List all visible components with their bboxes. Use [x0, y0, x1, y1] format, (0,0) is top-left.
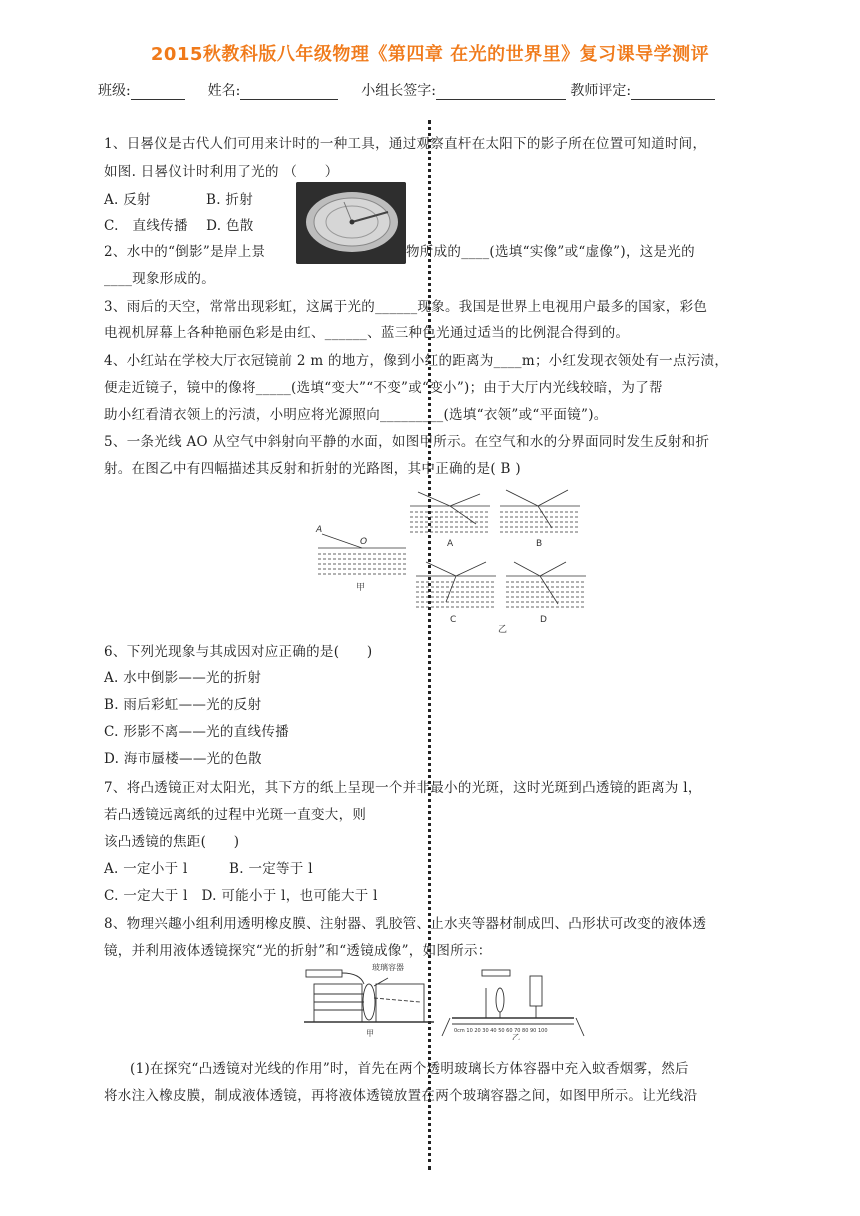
q1-line2: 如图. 日晷仪计时利用了光的 （ ）: [104, 164, 339, 180]
student-info-row: [98, 80, 715, 100]
name-blank: [240, 85, 338, 100]
fig5-opt-d: D: [540, 615, 547, 625]
q1-line1: 1、日晷仪是古代人们可用来计时的一种工具，通过观察直杆在太阳下的影子所在位置可知道时间，: [104, 136, 707, 152]
q6-option-d: D. 海市蜃楼——光的色散: [104, 751, 262, 767]
fig8-ruler: 0cm 10 20 30 40 50 60 70 80 90 100: [454, 1028, 548, 1034]
q6-option-a: A. 水中倒影——光的折射: [104, 670, 262, 686]
fig5-yi: 乙: [498, 625, 508, 635]
class-label: 班级:: [98, 83, 131, 99]
q8-line1: 8、物理兴趣小组利用透明橡皮膜、注射器、乳胶管、止水夹等器材制成凹、凸形状可改变的液体透: [104, 916, 707, 932]
leader-label: 小组长签字:: [361, 83, 436, 99]
q2-line2: ____现象形成的。: [104, 271, 215, 287]
q2-line1a: 2、水中的“倒影”是岸上景: [104, 244, 266, 260]
leader-blank: [436, 85, 566, 100]
sundial-photo: [296, 182, 406, 264]
fig5-opt-a: A: [447, 539, 454, 549]
q4-line3: 助小红看清衣领上的污渍，小明应将光源照向_________(选填“衣领”或“平面镜”)。: [104, 407, 608, 423]
q2-line1b: 物所成的____(选填“实像”或“虚像”)，这是光的: [406, 244, 695, 260]
q7-line3: 该凸透镜的焦距( ): [104, 834, 240, 850]
q6-option-c: C. 形影不离——光的直线传播: [104, 724, 289, 740]
q1-option-cd: C. 直线传播 D. 色散: [104, 218, 254, 234]
q4-line2: 便走近镜子，镜中的像将_____(选填“变大”“不变”或“变小”)；由于大厅内光线较暗，为了帮: [104, 380, 663, 396]
q8-sub1-line2: 将水注入橡皮膜，制成液体透镜，再将液体透镜放置在两个玻璃容器之间，如图甲所示。让光线沿: [104, 1088, 698, 1104]
q1-option-ab: A. 反射 B. 折射: [104, 192, 254, 208]
teacher-blank: [631, 85, 715, 100]
teacher-label: 教师评定:: [570, 83, 632, 99]
q4-line1: 4、小红站在学校大厅衣冠镜前 2 m 的地方，像到小红的距离为____m；小红发现衣领处有一点污渍，: [104, 353, 729, 369]
q8-line2: 镜，并利用液体透镜探究“光的折射”和“透镜成像”，如图所示：: [104, 943, 492, 959]
q8-sub1-line1: (1)在探究“凸透镜对光线的作用”时，首先在两个透明玻璃长方体容器中充入蚊香烟雾，然后: [130, 1061, 689, 1077]
q7-line2: 若凸透镜远离纸的过程中光斑一直变大，则: [104, 807, 367, 823]
fig5-label-a: A: [316, 525, 323, 535]
name-label: 姓名:: [207, 83, 241, 99]
q5-line2: 射。在图乙中有四幅描述其反射和折射的光路图，其中正确的是( B ): [104, 461, 521, 477]
fig5-jia: 甲: [356, 583, 366, 593]
q7-line1: 7、将凸透镜正对太阳光，其下方的纸上呈现一个并非最小的光斑，这时光斑到凸透镜的距离为 l，: [104, 780, 702, 796]
fig5-opt-b: B: [536, 539, 543, 549]
fig8-yi: 乙: [512, 1033, 520, 1040]
fig8-glass-label: 玻璃容器: [372, 963, 404, 972]
q3-line2: 电视机屏幕上各种艳丽色彩是由红、______、蓝三种色光通过适当的比例混合得到的。: [104, 325, 630, 341]
q7-option-ab: A. 一定小于 l B. 一定等于 l: [104, 861, 313, 877]
fig5-label-o: O: [360, 537, 368, 547]
class-blank: [131, 85, 185, 100]
page-title: 2015秋教科版八年级物理《第四章 在光的世界里》复习课导学测评: [150, 44, 710, 65]
q7-option-cd: C. 一定大于 l D. 可能小于 l，也可能大于 l: [104, 888, 378, 904]
fig5-opt-c: C: [450, 615, 457, 625]
q6-option-b: B. 雨后彩虹——光的反射: [104, 697, 262, 713]
q8-liquid-lens-figure: [300, 962, 590, 1040]
q3-line1: 3、雨后的天空，常常出现彩虹，这属于光的______现象。我国是世界上电视用户最多的国家，彩色: [104, 299, 708, 315]
q5-line1: 5、一条光线 AO 从空气中斜射向平静的水面，如图甲所示。在空气和水的分界面同时发生反射和折: [104, 434, 710, 450]
fig8-jia: 甲: [366, 1029, 374, 1038]
q5-light-path-figure: [300, 480, 590, 640]
q6-stem: 6、下列光现象与其成因对应正确的是( ): [104, 644, 373, 660]
